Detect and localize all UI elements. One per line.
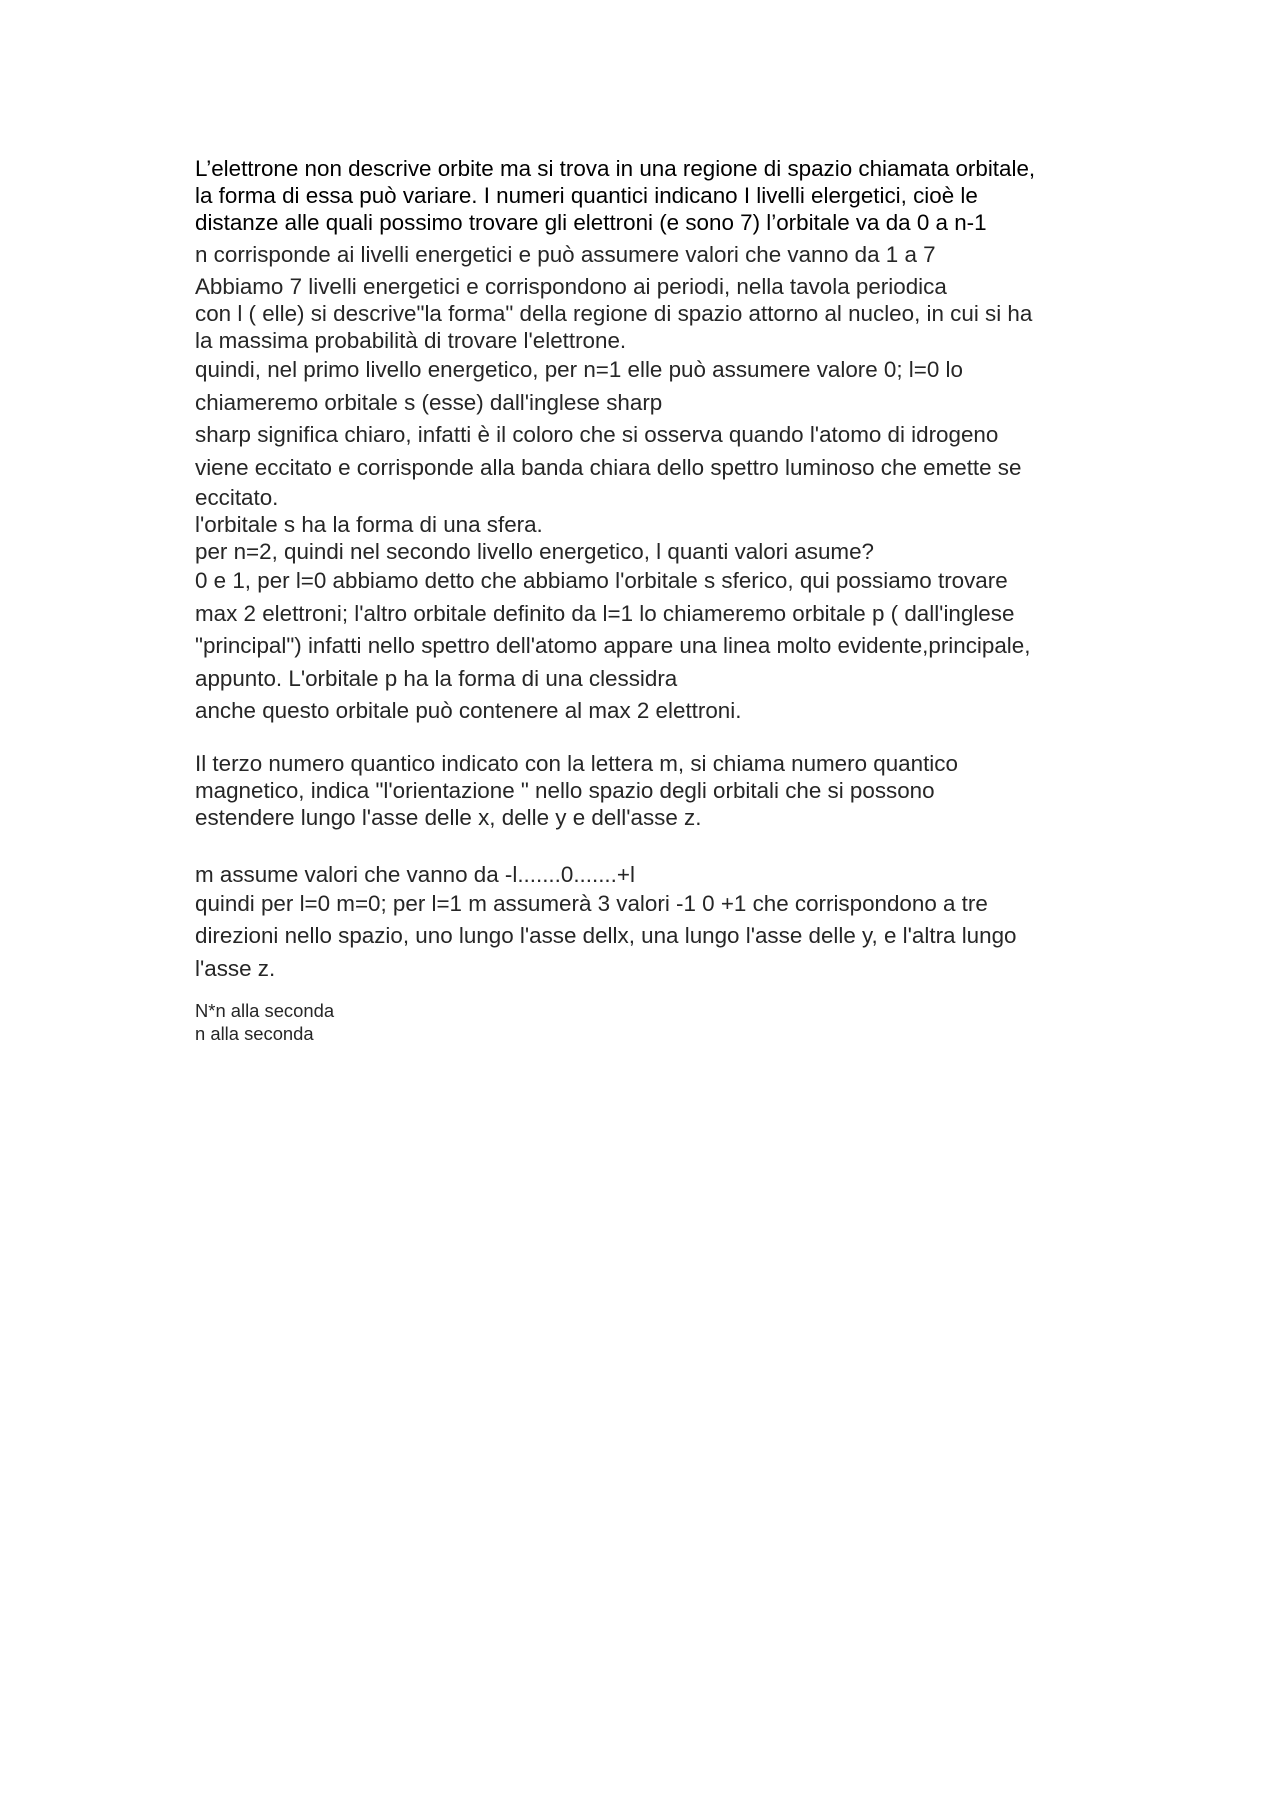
notes-block bbox=[195, 999, 1095, 1045]
text-line: appunto. L'orbitale p ha la forma di una clessidra bbox=[195, 665, 678, 691]
text-line: eccitato. bbox=[195, 485, 279, 510]
n-quantum-line: n corrisponde ai livelli energetici e può assumere valori che vanno da 1 a 7 bbox=[195, 242, 936, 267]
magnetic-number-paragraph bbox=[195, 750, 1095, 831]
text-line: la forma di essa può variare. I numeri quantici indicano I livelli elergetici, cioè le bbox=[195, 183, 978, 208]
text-line: viene eccitato e corrisponde alla banda chiara dello spettro luminoso che emette se bbox=[195, 454, 1022, 480]
text-line: 0 e 1, per l=0 abbiamo detto che abbiamo l'orbitale s sferico, qui possiamo trovare bbox=[195, 568, 1008, 593]
text-line: anche questo orbitale può contenere al max 2 elettroni. bbox=[195, 698, 742, 723]
first-level-paragraph bbox=[195, 354, 1095, 511]
text-line: sharp significa chiaro, infatti è il coloro che si osserva quando l'atomo di idrogeno bbox=[195, 422, 999, 447]
m-values-paragraph bbox=[195, 861, 1095, 986]
text-line: l'asse z. bbox=[195, 955, 276, 981]
text-line: m assume valori che vanno da -l.......0.......+l bbox=[195, 861, 635, 887]
document-body bbox=[195, 155, 1095, 1045]
sphere-paragraph bbox=[195, 511, 1095, 565]
second-level-paragraph bbox=[195, 565, 1095, 728]
note-line: n alla seconda bbox=[195, 1023, 314, 1044]
l-definition-paragraph bbox=[195, 300, 1095, 354]
text-line: "principal") infatti nello spettro dell'atomo appare una linea molto evidente,principale, bbox=[195, 633, 1031, 658]
text-line: quindi per l=0 m=0; per l=1 m assumerà 3 valori -1 0 +1 che corrispondono a tre bbox=[195, 890, 988, 916]
text-line: per n=2, quindi nel secondo livello energetico, l quanti valori asume? bbox=[195, 539, 874, 564]
text-line: con l ( elle) si descrive"la forma" della regione di spazio attorno al nucleo, in cui si ha bbox=[195, 301, 1033, 326]
energy-levels-line: Abbiamo 7 livelli energetici e corrispondono ai periodi, nella tavola periodica bbox=[195, 274, 947, 299]
text-line: L’elettrone non descrive orbite ma si trova in una regione di spazio chiamata orbitale, bbox=[195, 156, 1036, 181]
note-line: N*n alla seconda bbox=[195, 1000, 335, 1021]
text-line: quindi, nel primo livello energetico, per n=1 elle può assumere valore 0; l=0 lo bbox=[195, 357, 963, 382]
text-line: Il terzo numero quantico indicato con la lettera m, si chiama numero quantico bbox=[195, 750, 958, 776]
text-line: distanze alle quali possimo trovare gli elettroni (e sono 7) l’orbitale va da 0 a n-1 bbox=[195, 210, 987, 235]
text-line: chiameremo orbitale s (esse) dall'inglese sharp bbox=[195, 389, 663, 415]
text-line: direzioni nello spazio, uno lungo l'asse dellx, una lungo l'asse delle y, e l'altra lungo bbox=[195, 923, 1017, 948]
text-line: estendere lungo l'asse delle x, delle y e dell'asse z. bbox=[195, 804, 702, 830]
text-line: l'orbitale s ha la forma di una sfera. bbox=[195, 512, 543, 537]
text-line: la massima probabilità di trovare l'elettrone. bbox=[195, 328, 627, 353]
text-line: magnetico, indica "l'orientazione " nello spazio degli orbitali che si possono bbox=[195, 777, 935, 803]
text-line: max 2 elettroni; l'altro orbitale definito da l=1 lo chiameremo orbitale p ( dall'inglese bbox=[195, 600, 1015, 626]
intro-paragraph bbox=[195, 155, 1095, 236]
